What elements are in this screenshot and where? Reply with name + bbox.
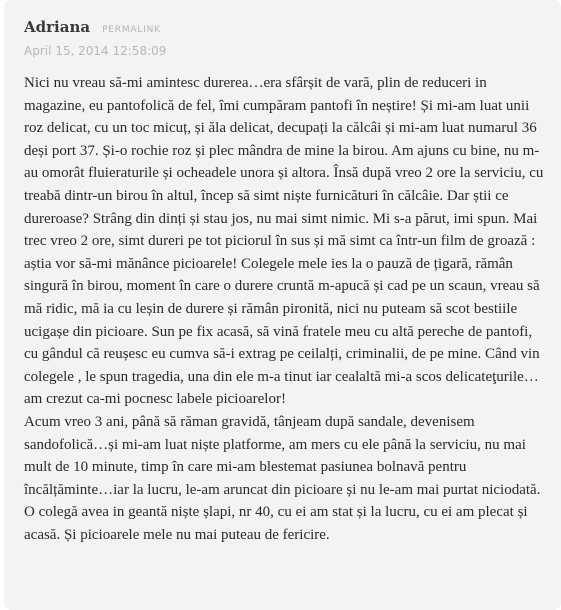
comment-header [24,18,541,40]
comment-body [24,72,544,546]
permalink-link[interactable]: PERMALINK [102,25,161,35]
comment-paragraph: Acum vreo 3 ani, până să răman gravidă, tânjeam după sandale, devenisem sandofolică…și mi-am luat niște platforme, am mers cu ele până la serviciu, nu mai mult de 10 minute, timp în care mi-am blestemat pasiunea bolnavă pentru încălțăminte…iar la lucru, le-am aruncat din picioare și nu le-am mai purtat niciodată. O colegă avea in geantă niște șlapi, nr 40, cu ei am stat și la lucru, cu ei am plecat și acasă. Și picioarele mele nu mai puteau de fericire. [24,413,541,543]
comment-card [4,0,561,610]
comment-paragraph: Nici nu vreau să-mi amintesc durerea…era sfârșit de vară, plin de reduceri in magazine, eu pantofolică de fel, îmi cumpăram pantofi în neștire! Și mi-am luat unii roz delicat, cu un toc micuț, și ăla delicat, decupați la călcâi și mi-am luat numarul 36 deși port 37. Și-o rochie roz și plec mândra de mine la birou. Am ajuns cu bine, nu m-au omorât fluieraturile și ocheadele unora și altora. Însă după vreo 2 ore la serviciu, cu treabă dintr-un birou în altul, încep să simt niște furnicături în călcâie. Dar știi ce dureroase? Strâng din dinți și stau jos, nu mai simt nimic. Mi s-a părut, imi spun. Mai trec vreo 2 ore, simt dureri pe tot piciorul în sus și mă simt ca într-un film de groază : aștia vor să-mi mănânce picioarele! Colegele mele ies la o pauză de țigară, rămân singură în birou, moment în care o durere cruntă m-apucă și cad pe un scaun, vreau să mă ridic, mă ia cu leșin de durere și rămân pironită, nici nu puteam să scot bestiile ucigașe din picioare. Sun pe fix acasă, să vină fratele meu cu altă pereche de pantofi, cu gândul că reușesc eu cumva să-i extrag pe ceilalți, criminalii, de pe mine. Când vin colegele , le spun tragedia, una din ele m-a tinut iar cealaltă mi-a scos delicateţurile…am crezut ca-mi pocnesc labele picioarelor! [24,75,544,408]
comment-author: Adriana [24,18,91,36]
comment-date: April 15, 2014 12:58:09 [24,44,167,58]
